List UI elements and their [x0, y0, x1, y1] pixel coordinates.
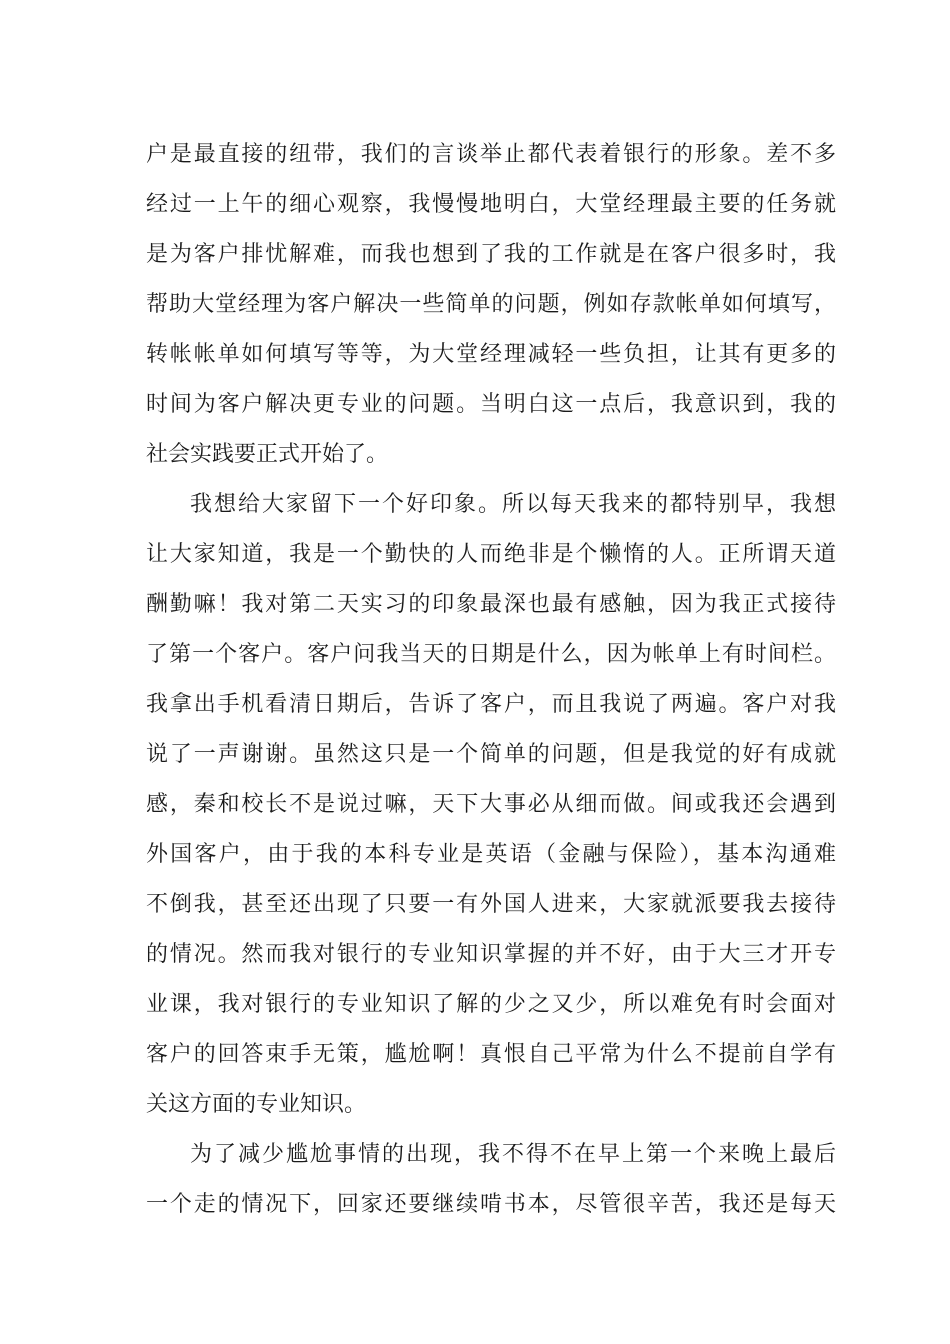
paragraph-2-line-1: 我想给大家留下一个好印象。所以每天我来的都特别早，我想	[190, 492, 836, 517]
paragraph-1-line-4: 帮助大堂经理为客户解决一些简单的问题，例如存款帐单如何填写，	[146, 292, 836, 317]
paragraph-2-line-7: 感，秦和校长不是说过嘛，天下大事必从细而做。间或我还会遇到	[146, 792, 836, 817]
paragraph-2-line-8: 外国客户，由于我的本科专业是英语（金融与保险），基本沟通难	[146, 842, 836, 867]
paragraph-2-line-4: 了第一个客户。客户问我当天的日期是什么，因为帐单上有时间栏。	[146, 642, 836, 667]
body-text	[146, 130, 836, 1230]
paragraph-1-line-6: 时间为客户解决更专业的问题。当明白这一点后，我意识到，我的	[146, 392, 836, 417]
paragraph-3-line-2: 一个走的情况下，回家还要继续啃书本，尽管很辛苦，我还是每天	[146, 1192, 836, 1217]
paragraph-1-line-3: 是为客户排忧解难，而我也想到了我的工作就是在客户很多时，我	[146, 242, 836, 267]
paragraph-1-line-1: 户是最直接的纽带，我们的言谈举止都代表着银行的形象。差不多	[146, 142, 836, 167]
paragraph-2-line-13: 关这方面的专业知识。	[146, 1092, 367, 1117]
paragraph-3-line-1: 为了减少尴尬事情的出现，我不得不在早上第一个来晚上最后	[190, 1142, 836, 1167]
paragraph-2-line-5: 我拿出手机看清日期后，告诉了客户，而且我说了两遍。客户对我	[146, 692, 836, 717]
paragraph-2-line-9: 不倒我，甚至还出现了只要一有外国人进来，大家就派要我去接待	[146, 892, 836, 917]
paragraph-2-line-6: 说了一声谢谢。虽然这只是一个简单的问题，但是我觉的好有成就	[146, 742, 836, 767]
paragraph-1-line-2: 经过一上午的细心观察，我慢慢地明白，大堂经理最主要的任务就	[146, 192, 836, 217]
paragraph-2-line-10: 的情况。然而我对银行的专业知识掌握的并不好，由于大三才开专	[146, 942, 836, 967]
paragraph-2-line-3: 酬勤嘛！我对第二天实习的印象最深也最有感触，因为我正式接待	[146, 592, 836, 617]
paragraph-2-line-2: 让大家知道，我是一个勤快的人而绝非是个懒惰的人。正所谓天道	[146, 542, 836, 567]
paragraph-2-line-12: 客户的回答束手无策，尴尬啊！真恨自己平常为什么不提前自学有	[146, 1042, 836, 1067]
paragraph-1-line-7: 社会实践要正式开始了。	[146, 442, 389, 467]
paragraph-2-line-11: 业课，我对银行的专业知识了解的少之又少，所以难免有时会面对	[146, 992, 836, 1017]
paragraph-1-line-5: 转帐帐单如何填写等等，为大堂经理减轻一些负担，让其有更多的	[146, 342, 836, 367]
